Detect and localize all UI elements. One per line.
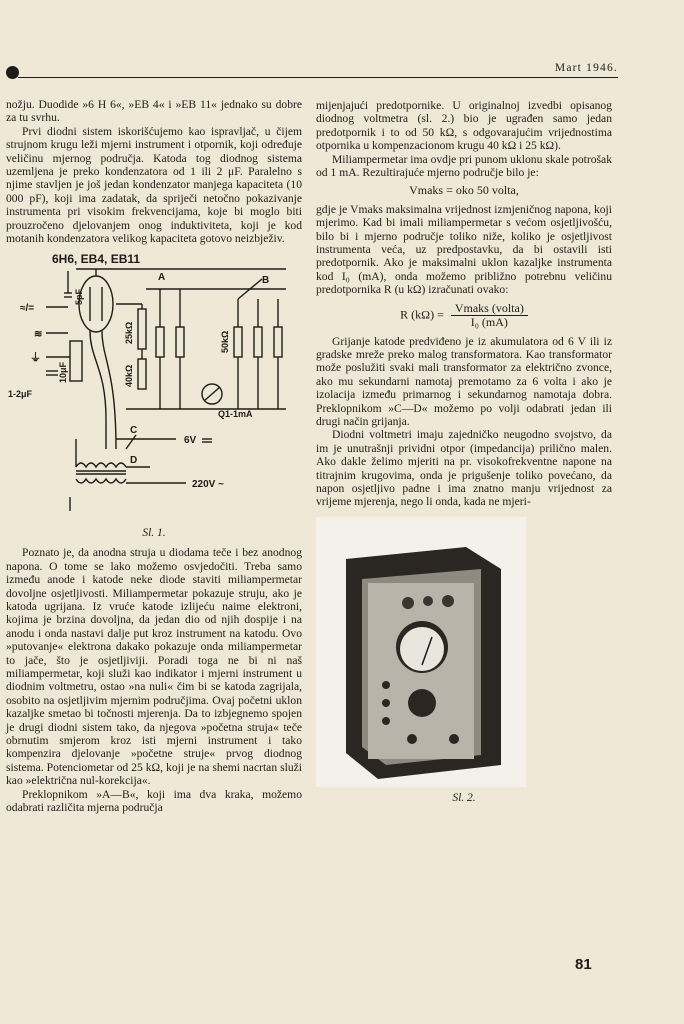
cap-small-label: 5pF: [74, 289, 84, 306]
heater-label: 6V: [184, 435, 197, 447]
large-capacitor: [70, 341, 82, 381]
voltmeter-photo: [316, 517, 526, 787]
cap-gnd-label: 1-2μF: [8, 389, 33, 400]
meter-label: Q1-1mA: [218, 409, 253, 420]
page-number: 81: [575, 956, 592, 973]
paragraph: Grijanje katode predviđeno je iz akumulatora od 6 V ili iz gradske mreže preko malog transformatora. Kao transformator može poslužiti svaki mali transformator za električno zvonce, ako mu sekundarni namotaj premotamo za 6 volta i ako je izolacija između primarnog i sekundarnog namotaja dobra. Preklopnikom »C—D« možemo po volji odabrati jedan ili drugi način grijanja.: [316, 334, 612, 428]
formula-rhs: = oko 50 volta,: [446, 183, 519, 198]
potentiometer: [138, 309, 146, 349]
header-rule: [18, 77, 618, 78]
pot-label: 25kΩ: [124, 322, 134, 345]
figure1-caption: Sl. 1.: [142, 526, 166, 539]
formula-vmaks: [316, 184, 612, 197]
figure2-caption: Sl. 2.: [452, 792, 476, 805]
formula-lhs: R (kΩ) =: [400, 307, 444, 322]
svg-text:≋: ≋: [34, 329, 43, 341]
header-date: Mart 1946.: [554, 62, 618, 74]
resistor-40k: [138, 359, 146, 389]
res1-label: 40kΩ: [124, 365, 134, 388]
paragraph: Poznato je, da anodna struja u diodama teče i bez anodnog napona. O tome se lako možemo osvjedočiti. Treba samo između anode i katode neke diode staviti miliampermetar dovoljne osjetljivosti. Miliampermetar pokazuje struju, ako je katoda ugrijana. Iz vruće katode izlijeću naime elektroni, kojima je brzina dovoljna, da jedan dio od njih dospije i na anodu i onda nastavi dalje put kroz instrument na katodu. Ovo »putovanje« elektrona dakako pokazuje onda miliampermetar to jače, što je osjetljiviji. Poradi toga ne bi ni naš miliampermetar, koji služi kao indikator i mjerni instrument u diodnim voltmetru, ostao »na nuli« čim bi se katoda zagrijala, osobito na osjetljivim mjernim područjima. Ovaj početni uklon kazaljke smetao bi točnosti mjerenja. Da to izbjegnemo spojen je drugi diodni sistem tako, da njegova »početna struja« teče obrnutim smjerom kroz isti mjerni instrument i tako kompenzira djelovanje »početne struje« prvog diodnog sistema. Potenciometar od 25 kΩ, koji je na shemi nacrtan služi kao »električna nul-korekcija«.: [6, 546, 302, 788]
switch-d-label: D: [130, 455, 138, 467]
formula-denominator: I₀ (mA): [470, 315, 508, 330]
cap-large-label: 10μF: [58, 362, 68, 384]
tube-symbol: [79, 276, 113, 332]
tube-label: 6H6, EB4, EB11: [52, 252, 141, 267]
paragraph: Preklopnikom »A—B«, koji ima dva kraka, možemo odabrati različita mjerna područja: [6, 787, 302, 814]
svg-text:≈/=: ≈/=: [20, 303, 35, 315]
res2-label: 50kΩ: [220, 331, 230, 354]
svg-text:⏚: ⏚: [30, 352, 41, 365]
transformer-primary: [76, 463, 126, 467]
paragraph: nožju. Duodide »6 H 6«, »EB 4« i »EB 11« jednako su dobre za tu svrhu.: [6, 98, 302, 125]
formula-numerator: Vmaks (volta): [451, 302, 528, 316]
left-column: [6, 98, 302, 814]
page-header: [0, 52, 684, 80]
switch-a-label: A: [158, 272, 166, 284]
paragraph: gdje je Vmaks maksimalna vrijednost izmjeničnog napona, koji mjerimo. Kad bi imali miliampermetar s većom osjetljivošću, bilo bi i mjerno područje toliko niže, koliko je osjetljivost instrumenta veća, uz predpostavku, da bi ostavili isti predotpornik. Ako je maksimalni uklon kazaljke instrumenta kod I₀ (mA), onda možemo približno potrebnu veličinu predotpornika R (u kΩ) izračunati ovako:: [316, 202, 612, 297]
resistor-50k: [234, 327, 242, 357]
formula-fraction: [451, 302, 528, 330]
range-knob: [408, 689, 436, 717]
formula-lhs: Vmaks: [409, 183, 444, 198]
mains-label: 220V ~: [192, 479, 224, 491]
paragraph: mijenjajući predotpornike. U originalnoj izvedbi opisanog diodnog voltmetra (sl. 2.) bio je ugrađen samo jedan predotpornik i to od 50 kΩ, s odgovarajućim vrijednostima otpornika u kompenzacionom krugu 40 kΩ i 25 kΩ).: [316, 99, 612, 153]
paragraph: Prvi diodni sistem iskorišćujemo kao ispravljač, u čijem strujnom krugu leži mjerni instrument i otpornik, koji određuje veličinu mjernog područja. Katoda tog diodnog sistema uzemljena je preko kondenzatora od 1 ili 2 μF. Paralelno s njime stavljen je još jedan kondenzator manjega kapaciteta (10 000 pF), koji ima zadatak, da spriječi netočno pokazivanje instrumenta pri visokim frekvencijama, koje bi moglo biti prouzročeno djelovanjem onog induktiviteta, koji je kod motanih kondenzatora velikog kapaciteta gotovo neizbježiv.: [6, 124, 302, 246]
paragraph: Miliampermetar ima ovdje pri punom uklonu skale potrošak od 1 mA. Rezultirajuće mjerno područje bilo je:: [316, 152, 612, 180]
formula-resistance: [316, 302, 612, 330]
switch-c-label: C: [130, 425, 138, 437]
switch-b-label: B: [262, 275, 270, 287]
paragraph: Diodni voltmetri imaju zajedničko neugodno svojstvo, da im je unutrašnji prividni otpor (impedancija) prilično malen. Ako dakle želimo mjeriti na pr. visokofrekventne napone na titrajnim krugovima, onda je prigušenje toliko povećano, da napon osjetljivo padne i ima znatno manju vrijednost za vrijeme mjerenja, nego li onda, kada ne mjeri-: [316, 428, 612, 509]
right-column: [316, 99, 612, 812]
circuit-diagram: [6, 249, 302, 519]
